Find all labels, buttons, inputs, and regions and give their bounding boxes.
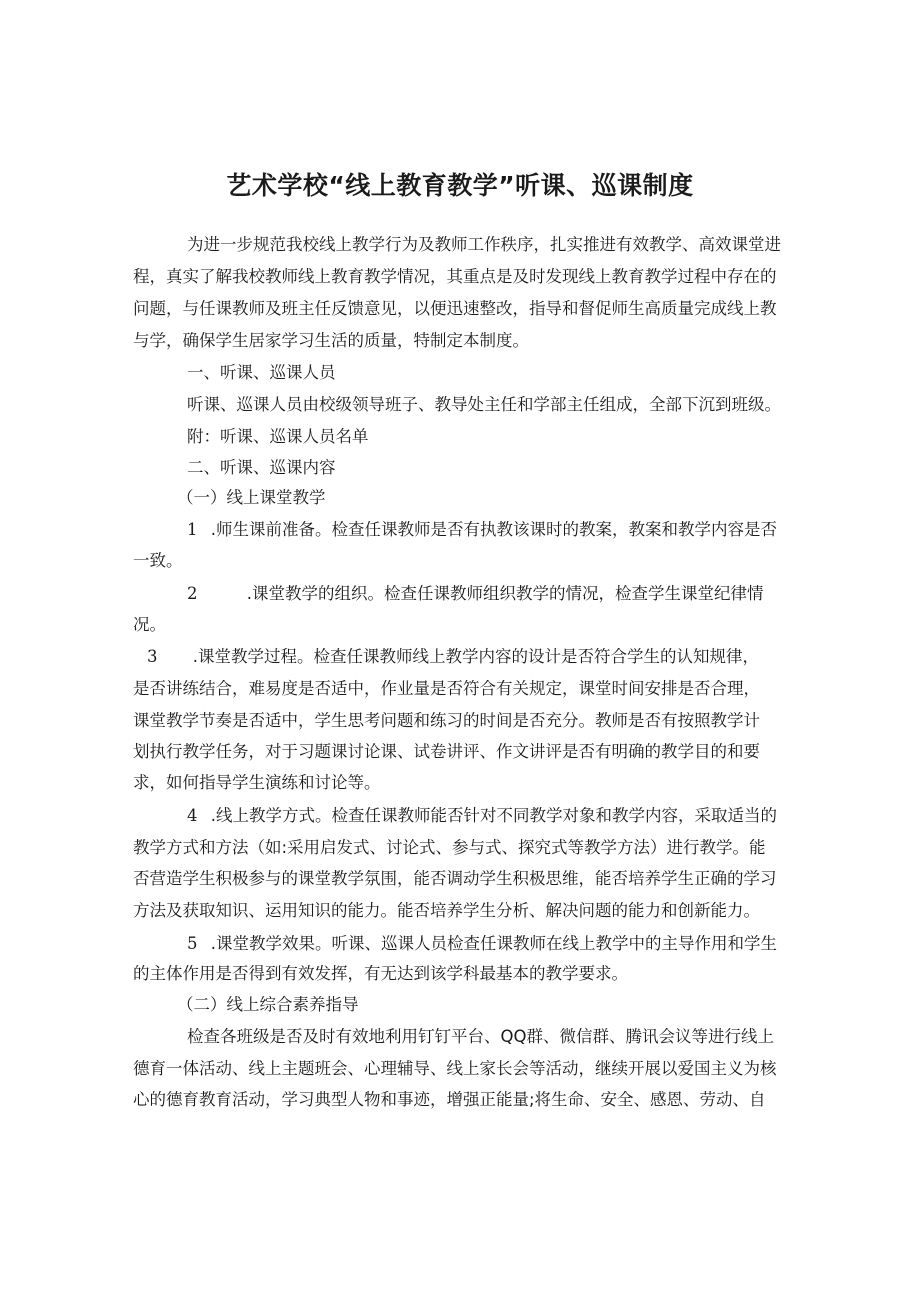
paragraph-line: 德育一体活动、线上主题班会、心理辅导、线上家长会等活动，继续开展以爱国主义为核 (133, 1059, 777, 1078)
paragraph-line: 一致。 (133, 551, 183, 570)
paragraph-line: 的主体作用是否得到有效发挥，有无达到该学科最基本的教学要求。 (133, 964, 628, 983)
list-item (187, 583, 764, 605)
document-title: 艺术学校“线上教育教学”听课、巡课制度 (226, 171, 694, 200)
item-number: 4 (187, 806, 198, 825)
paragraph-line: 问题，与任课教师及班主任反馈意见，以便迅速整改，指导和督促师生高质量完成线上教 (133, 299, 777, 318)
item-number: 1 (187, 520, 198, 539)
paragraph-line: 方法及获取知识、运用知识的能力。能否培养学生分析、解决问题的能力和创新能力。 (133, 901, 760, 920)
paragraph-line: 为进一步规范我校线上教学行为及教师工作秩序，扎实推进有效教学、高效课堂进 (187, 235, 781, 254)
item-text: .课堂教学的组织。检查任课教师组织教学的情况，检查学生课堂纪律情 (246, 584, 764, 603)
section-heading: 二、听课、巡课内容 (187, 458, 336, 477)
paragraph-line: 划执行教学任务，对于习题课讨论课、试卷讲评、作文讲评是否有明确的教学目的和要 (133, 742, 760, 761)
paragraph-line: 求，如何指导学生演练和讨论等。 (133, 773, 381, 792)
item-text: .线上教学方式。检查任课教师能否针对不同教学对象和教学内容，采取适当的 (210, 806, 777, 825)
list-item (187, 519, 777, 541)
paragraph-line: 教学方式和方法（如:采用启发式、讨论式、参与式、探究式等教学方法）进行教学。能 (133, 838, 766, 857)
item-number: 2 (187, 584, 198, 603)
paragraph-line: 与学，确保学生居家学习生活的质量，特制定本制度。 (133, 331, 529, 350)
subsection-heading: （一）线上课堂教学 (177, 488, 326, 507)
paragraph-line: 课堂教学节奏是否适中，学生思考问题和练习的时间是否充分。教师是否有按照教学计 (133, 711, 760, 730)
paragraph-line: 否营造学生积极参与的课堂教学氛围，能否调动学生积极思维，能否培养学生正确的学习 (133, 869, 777, 888)
item-number: 5 (187, 934, 198, 953)
section-heading: 一、听课、巡课人员 (187, 363, 336, 382)
item-text: .课堂教学过程。检查任课教师线上教学内容的设计是否符合学生的认知规律， (192, 647, 759, 666)
paragraph-line: 心的德育教育活动，学习典型人物和事迹，增强正能量;将生命、安全、感恩、劳动、自 (133, 1090, 766, 1109)
paragraph-line: 程，真实了解我校教师线上教育教学情况，其重点是及时发现线上教育教学过程中存在的 (133, 267, 777, 286)
list-item (147, 646, 759, 668)
item-text: .课堂教学效果。听课、巡课人员检查任课教师在线上教学中的主导作用和学生 (210, 934, 777, 953)
paragraph-line: 是否讲练结合，难易度是否适中，作业量是否符合有关规定，课堂时间安排是否合理， (133, 679, 760, 698)
paragraph-line: 听课、巡课人员由校级领导班子、教导处主任和学部主任组成，全部下沉到班级。 (187, 395, 781, 414)
paragraph-line: 检查各班级是否及时有效地利用钉钉平台、QQ群、微信群、腾讯会议等进行线上 (187, 1027, 774, 1046)
subsection-heading: （二）线上综合素养指导 (177, 995, 359, 1014)
item-number: 3 (147, 647, 158, 666)
list-item (187, 805, 777, 827)
list-item (187, 933, 777, 955)
paragraph-line: 况。 (133, 615, 166, 634)
item-text: .师生课前准备。检查任课教师是否有执教该课时的教案，教案和教学内容是否 (210, 520, 777, 539)
paragraph-line: 附：听课、巡课人员名单 (187, 427, 369, 446)
